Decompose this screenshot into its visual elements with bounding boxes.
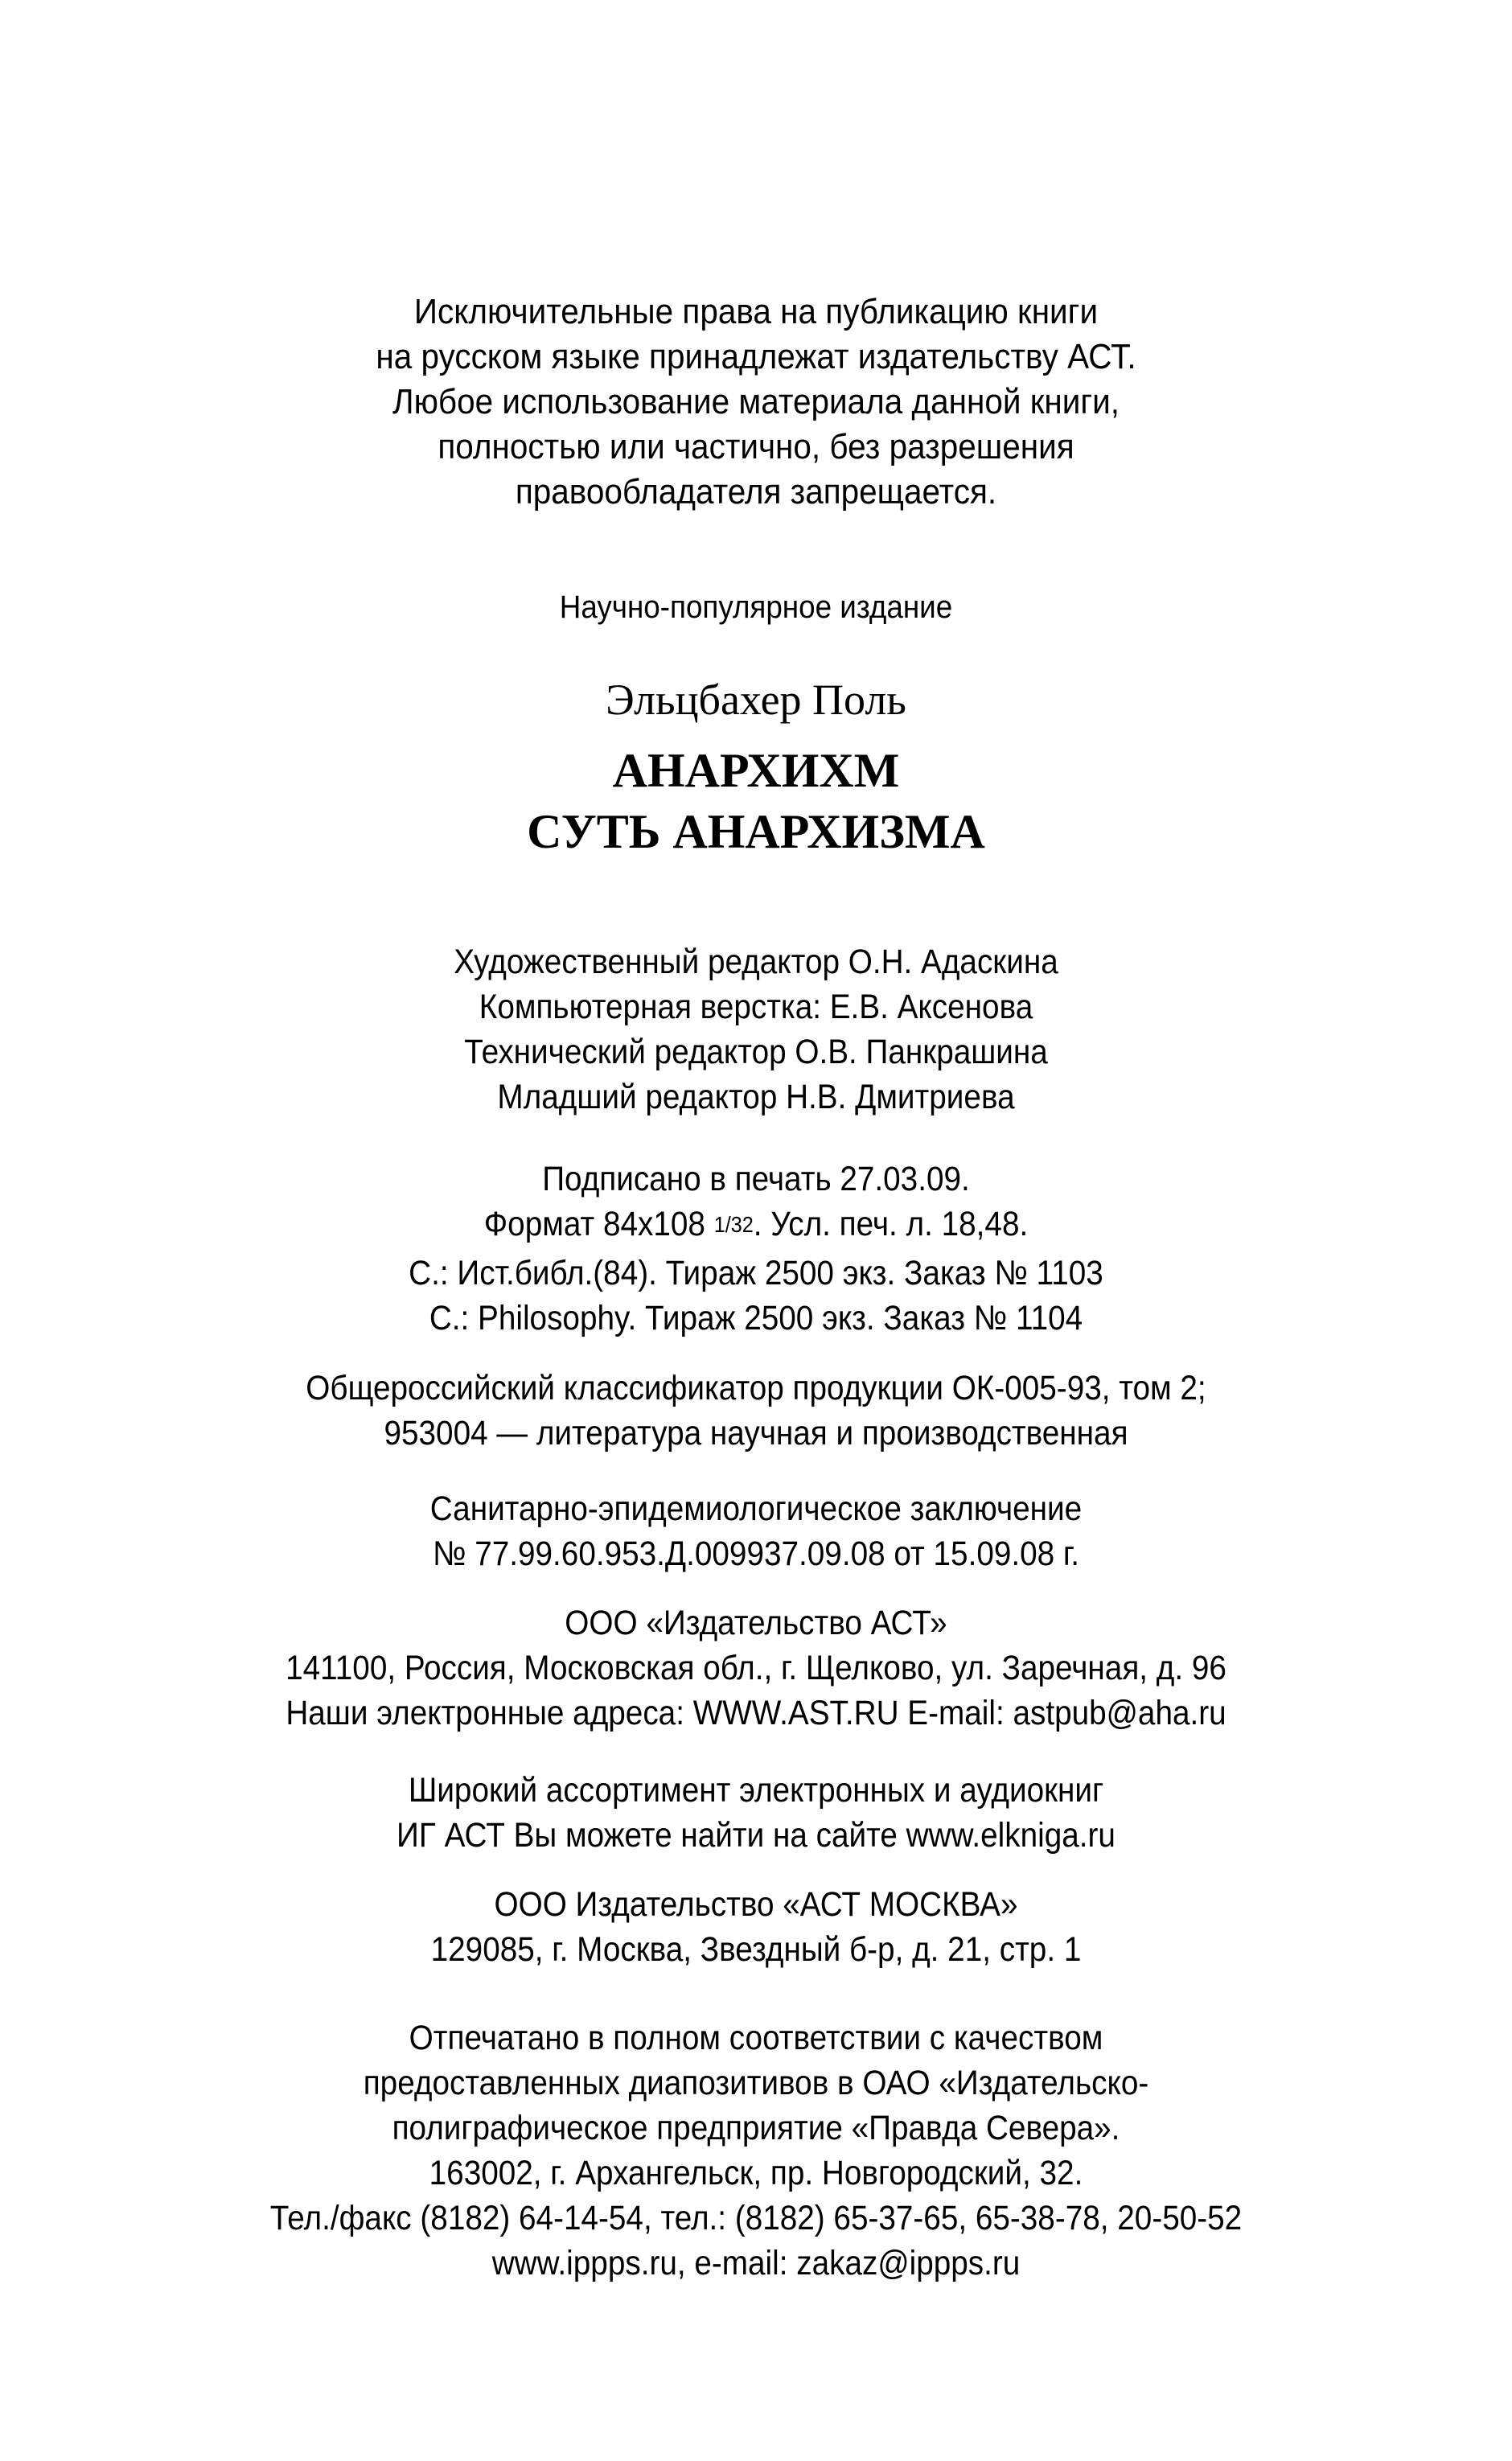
printing-line: полиграфическое предприятие «Правда Севера».	[392, 2109, 1120, 2147]
publisher-line: 141100, Россия, Московская обл., г. Щелково, ул. Заречная, д. 96	[286, 1649, 1226, 1687]
classifier-line: 953004 — литература научная и производственная	[384, 1414, 1128, 1452]
publisher-line: 129085, г. Москва, Звездный б-р, д. 21, стр. 1	[430, 1930, 1082, 1969]
sanitary-certificate	[76, 1486, 1436, 1576]
classifier-line: Общероссийский классификатор продукции ОК-005-93, том 2;	[306, 1369, 1206, 1407]
book-title-line: АНАРХИХМ	[612, 744, 900, 797]
printing-line: Отпечатано в полном соответствии с качеством	[409, 2019, 1103, 2057]
staff-line: Художественный редактор О.Н. Адаскина	[454, 943, 1058, 981]
edition-type-label: Научно-популярное издание	[559, 590, 953, 625]
product-classifier	[76, 1366, 1436, 1456]
copyright-notice	[60, 290, 1452, 515]
printing-line: 163002, г. Архангельск, пр. Новгородский, 32.	[429, 2154, 1083, 2192]
author	[0, 674, 1512, 725]
printing-line: предоставленных диапозитивов в ОАО «Издательско-	[363, 2064, 1149, 2102]
format-fraction: 1/32	[713, 1212, 754, 1237]
editorial-staff	[76, 939, 1436, 1120]
printing-line: Тел./факс (8182) 64-14-54, тел.: (8182) 65-37-65, 65-38-78, 20-50-52	[269, 2199, 1243, 2237]
circulation-line: С.: Philosophy. Тираж 2500 экз. Заказ № 1104	[429, 1299, 1083, 1337]
print-info	[76, 1157, 1436, 1341]
publisher-line: ООО «Издательство АСТ»	[565, 1604, 947, 1642]
copyright-line: Любое использование материала данной книги,	[392, 382, 1120, 421]
publisher-line: ООО Издательство «АСТ МОСКВА»	[494, 1885, 1018, 1924]
format-suffix: . Усл. печ. л. 18,48.	[753, 1205, 1029, 1243]
publisher-ast-moscow	[76, 1882, 1436, 1972]
author-name: Эльцбахер Поль	[606, 676, 906, 724]
publisher-line: Наши электронные адреса: WWW.AST.RU E-mail: astpub@aha.ru	[286, 1694, 1226, 1732]
printing-line: www.ippps.ru, e-mail: zakaz@ippps.ru	[491, 2244, 1021, 2282]
shop-line: ИГ АСТ Вы можете найти на сайте www.elkniga.ru	[396, 1816, 1116, 1855]
copyright-line: на русском языке принадлежат издательству АСТ.	[376, 337, 1136, 376]
format-prefix: Формат 84х108	[483, 1205, 714, 1243]
book-title	[0, 740, 1512, 862]
staff-line: Технический редактор О.В. Панкрашина	[464, 1033, 1048, 1071]
format-line	[76, 1202, 1436, 1251]
copyright-line: Исключительные права на публикацию книги	[413, 292, 1099, 331]
printing-house	[76, 2015, 1436, 2286]
copyright-line: правообладателя запрещается.	[515, 472, 997, 512]
copyright-line: полностью или частично, без разрешения	[438, 427, 1074, 466]
ebook-shop-notice	[76, 1768, 1436, 1858]
edition-type	[60, 587, 1452, 627]
sanitary-line: Санитарно-эпидемиологическое заключение	[429, 1489, 1083, 1528]
publisher-ast	[76, 1600, 1436, 1736]
sanitary-line: № 77.99.60.953.Д.009937.09.08 от 15.09.08 г.	[432, 1535, 1080, 1573]
signed-to-print: Подписано в печать 27.03.09.	[542, 1160, 970, 1198]
staff-line: Компьютерная верстка: Е.В. Аксенова	[479, 988, 1033, 1026]
circulation-line: С.: Ист.библ.(84). Тираж 2500 экз. Заказ № 1103	[409, 1254, 1103, 1292]
staff-line: Младший редактор Н.В. Дмитриева	[497, 1078, 1015, 1116]
book-title-line: СУТЬ АНАРХИЗМА	[527, 805, 985, 858]
shop-line: Широкий ассортимент электронных и аудиокниг	[408, 1771, 1104, 1810]
